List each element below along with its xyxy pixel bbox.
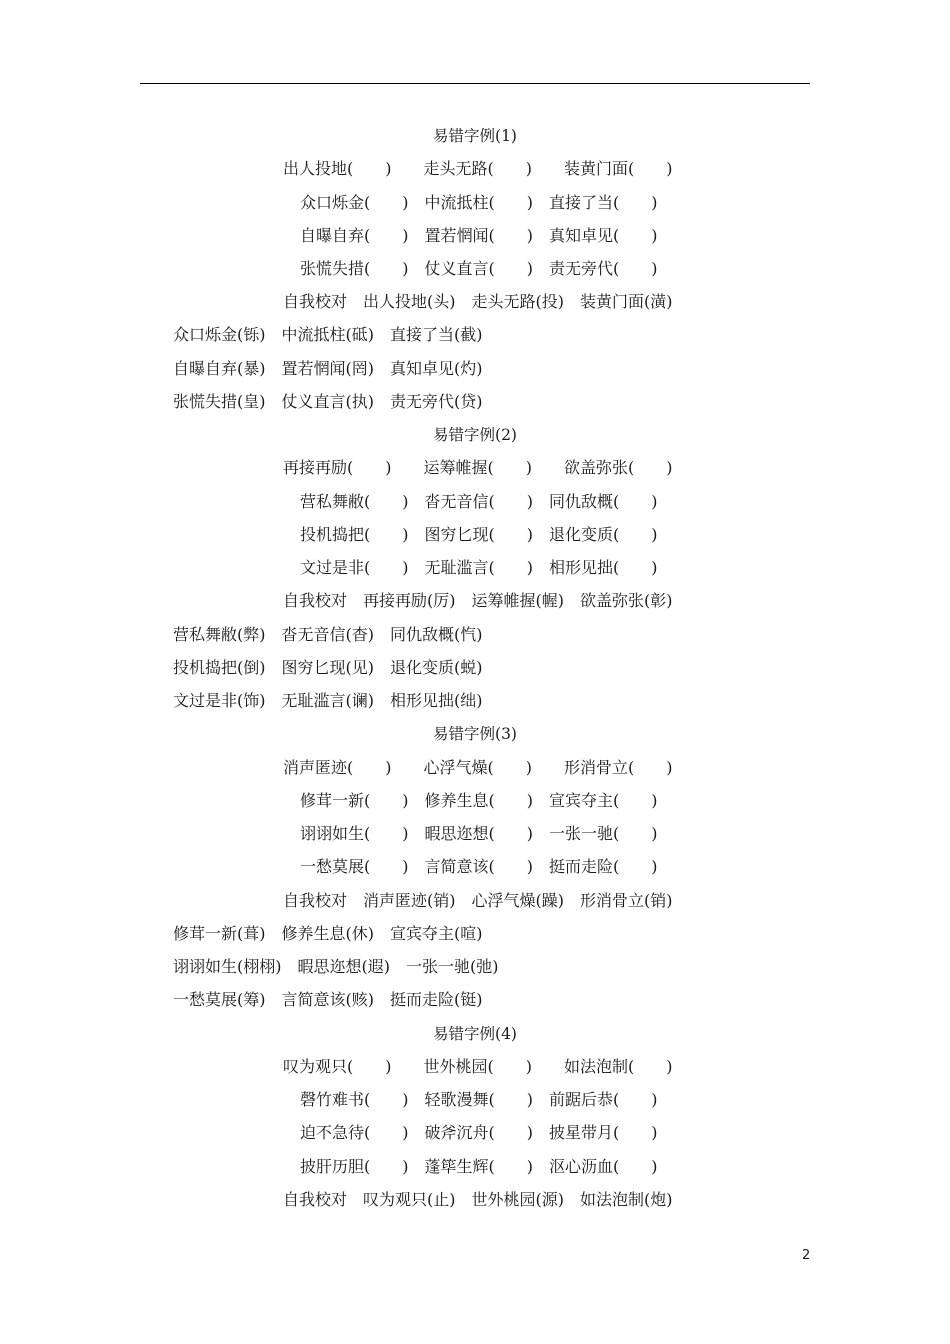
section-title: 易错字例(4): [433, 1025, 517, 1043]
quiz-line: 披肝历胆( ) 蓬筚生辉( ) 沤心沥血( ): [300, 1157, 658, 1176]
answer-line: 自曝自弃(暴) 置若惘闻(罔) 真知卓见(灼): [173, 359, 483, 378]
header-rule: [140, 83, 810, 84]
answer-line: 营私舞敝(弊) 沓无音信(杳) 同仇敌概(忾): [173, 625, 483, 644]
answer-line: 修茸一新(葺) 修养生息(休) 宣宾夺主(喧): [173, 924, 483, 943]
quiz-line: 修茸一新( ) 修养生息( ) 宣宾夺主( ): [300, 791, 658, 810]
quiz-line: 诩诩如生( ) 暇思迩想( ) 一张一驰( ): [300, 824, 658, 843]
section-title: 易错字例(1): [433, 127, 517, 145]
check-line: 自我校对 消声匿迹(销) 心浮气燥(躁) 形消骨立(销): [283, 891, 673, 910]
quiz-line: 投机捣把( ) 图穷匕现( ) 退化变质( ): [300, 525, 658, 544]
quiz-line: 文过是非( ) 无耻滥言( ) 相形见拙( ): [300, 558, 658, 577]
answer-line: 投机捣把(倒) 图穷匕现(见) 退化变质(蜕): [173, 658, 483, 677]
quiz-line: 再接再励( ) 运筹帷握( ) 欲盖弥张( ): [283, 458, 673, 477]
quiz-line: 营私舞敝( ) 沓无音信( ) 同仇敌概( ): [300, 492, 658, 511]
check-line: 自我校对 叹为观只(止) 世外桃园(源) 如法泡制(炮): [283, 1190, 673, 1209]
answer-line: 诩诩如生(栩栩) 暇思迩想(遐) 一张一驰(弛): [173, 957, 499, 976]
answer-line: 张慌失措(皇) 仗义直言(执) 责无旁代(贷): [173, 392, 483, 411]
quiz-line: 磬竹难书( ) 轻歌漫舞( ) 前踞后恭( ): [300, 1090, 658, 1109]
quiz-line: 一愁莫展( ) 言简意该( ) 挺而走险( ): [300, 857, 658, 876]
page-number: 2: [802, 1248, 811, 1263]
quiz-line: 叹为观只( ) 世外桃园( ) 如法泡制( ): [283, 1057, 673, 1076]
section-title: 易错字例(2): [433, 426, 517, 444]
check-line: 自我校对 再接再励(厉) 运筹帷握(幄) 欲盖弥张(彰): [283, 591, 673, 610]
answer-line: 众口烁金(铄) 中流抵柱(砥) 直接了当(截): [173, 325, 483, 344]
answer-line: 文过是非(饰) 无耻滥言(谰) 相形见拙(绌): [173, 691, 483, 710]
quiz-line: 消声匿迹( ) 心浮气燥( ) 形消骨立( ): [283, 758, 673, 777]
answer-line: 一愁莫展(筹) 言简意该(赅) 挺而走险(铤): [173, 990, 483, 1009]
check-line: 自我校对 出人投地(头) 走头无路(投) 装黄门面(潢): [283, 292, 673, 311]
quiz-line: 众口烁金( ) 中流抵柱( ) 直接了当( ): [300, 193, 658, 212]
quiz-line: 迫不急待( ) 破斧沉舟( ) 披星带月( ): [300, 1123, 658, 1142]
section-title: 易错字例(3): [433, 725, 517, 743]
quiz-line: 出人投地( ) 走头无路( ) 装黄门面( ): [283, 159, 673, 178]
quiz-line: 自曝自弃( ) 置若惘闻( ) 真知卓见( ): [300, 226, 658, 245]
quiz-line: 张慌失措( ) 仗义直言( ) 责无旁代( ): [300, 259, 658, 278]
